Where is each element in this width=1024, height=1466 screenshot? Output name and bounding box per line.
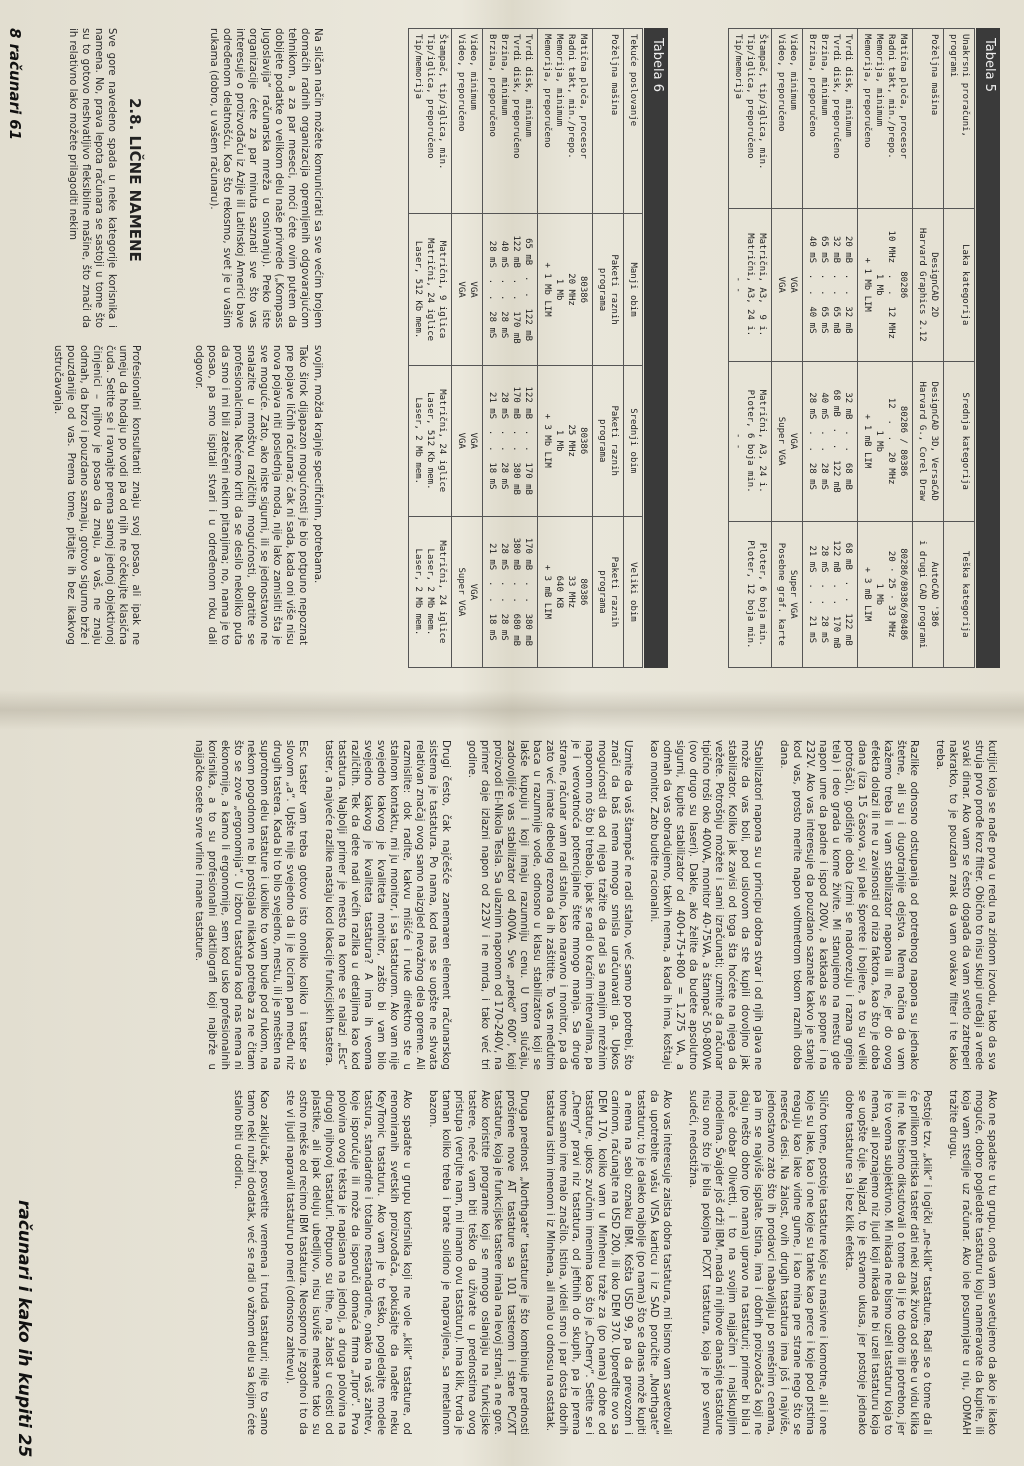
tabela6-title: Tabela 6 [644, 28, 668, 668]
value-cell: Matrični, 24 iglice Laser, 2 Mb mem. Laser, 2 Mb mem. [409, 516, 452, 667]
mid-paragraph-2: Tako širok dijapazon mogućnosti je bio potpuno nepoznat pre pojave ličnih računara; čak ni sada, kada oni više nisu nova pojava niti poslednja moda, nije lako zamisliti šta je sve moguće. Zato, ako niste sigurni, ili se jednostavno ne snalazite u mnoštvu različitih mogućnosti, obratite se profesionalcima. Nećemo kriti da se desilo nekoliko puta da smo i mi bili zatečeni nekim pitanjima; no, nama je to posao, pa smo ispitali stvari i u određenom roku dali odgovor. [193, 345, 308, 645]
right-column-2: Ako ne spadate u tu grupu, onda vam savetujemo da ako je ikako moguće, dobro pogledate tastaturu koju nameravate da kupite, ili koja vam stedije uz računar. Ako iole posumnjate u nju, ODMAH tražite drugu. Postoje tzv. „klik“ i logički „ne-klik“ tastature. Radi se o tome da li će prilikom pritiska taster dati neki znak života od sebe u vidu klika ili ne. Ne bismo diksutovali o tome da li je to dobro ili potrebno, jer je to veoma subjektivno. Mi nikada ne bismo uzeli tastaturu koja to nema, ali poznajemo niz ljudi koji nikada ne bi uzeli tastaturu koja se uopšte čuje. Najzad, to je stvarno ukusa, jer postoje jednako dobre tastature sa i bez klik efekta. Slično tome, postoje tastature koje su masivne i komotne, ali i one koje su lake, kao i one koje su tanke kao perce i koje pod prstima reaguju kao lake vidne gume, i kao mina pre strane nego što se nesreća desi. Na žalost, ovih drugih tastatura ima još i najviše, jednostavno zato što ih prodavci nabavljaju po smešnim cenama, pa im se najviše isplate. Istina, ima i dobrih proizvođača koji ne daju nešto dobro (po nama) upravo na tastaturi; primer bi bila i inače dobar Olivetti, i to na svojim najjačim i najskupljim modelima. Švajder još drži IBM, mada ni njihove današnje tastature nisu ono što je bila pokojna PC/XT tastatura, koja je po svemu sudeći, nedostižna. Ako vas interesuje zaista dobra tastatura, mi bismo vam savetovali da upotrebite vašu VISA karticu i iz SAD poručite „Northgate“ tastaturu; to je daleko najbolje (po nama) što se danas može kupiti a nema na sebi oznaku IBM. Košta USD 99, pa da prevozom i carinom, računajte na USD 200, ili oko DEM 370. Upoređite ovo sa DEM 170, koliko vam u Minhenu traže za (po nama) dobre od tastature, upkos zvučnim imenima kao što je „Cherry“. Setite se i „Cherry“ pravi niz tastatura, od jeftinih do skupih, pa je prema tome samo ime malo značilo. Istina, videli smo i par dosta dobrih tastatura istim imenom i iz Minhena, ali malo u odnosu na ostatak. Druga prednost „Northgate“ tastature je što kombinuje prednosti proširene nove AT tastature sa 101 tasterom i stare PC/XT tastature, koja je funkcijske tastere imala na levoj strani, a ne gore. Ako koristite programe koji se mnogo oslanjaju na funkcijske tastere, neće vam biti teško da uživate u prednostima ovog pristupa (verujte nam, mi imamo ovu tastaturu). Ima klik, tvrda je taman koliko treba i brate solidno je napravljena, sa metalnom bazom. Ako spadate u grupu korisnika koji ne vole „klik“ tastature, od renomiranih svetskih proizvođača, pokušajte da nađete neku KeyTronic tastaturu. Ako vam je to teško, pogledajte modele tastura, standardne i totalno nestandardne, onako na vaš zahtev, koje isporučuje ili može da isporuči domaća firma „Tipro“. Prva polovina ovog teksta je napisana na jednoj, a druga polovina na drugoj njihovoj tastaturi. Potpuno su tihe, na žalost u celosti od plastike, ali ipak deluju ubedljivo, nisu isuviše mekane tako su ostno mekše od recimo IBM tastatura. Neosporno je zgodno i to da ste vi ljudi napravili tastaturu po meri (odnosno zahtevu). Kao zaključak, posvetite vremena i truda tastaturi; nije to samo tamo neki nužni dodatak, već se radi o važnom delu sa kojim ćete stalno biti u dodiru. [232, 1090, 997, 1435]
table-row [452, 29, 483, 668]
row-label-cell: Tvrdi disk, minimum Tvrdi disk, preporučeno Brzina, minimum Brzina, preporučeno [803, 29, 858, 209]
value-cell: VGA VGA [452, 365, 483, 516]
section-title: 2.8. LIČNE NAMENE [126, 98, 144, 262]
value-cell: AutoCAD '386 i drugi CAD programi [913, 521, 944, 667]
value-cell: Teška kategorija [944, 521, 975, 667]
value-cell: VGA VGA [772, 208, 803, 361]
value-cell: 170 mB . . 380 mB 380 mB . . 680 mB 28 mS . . 28 mS 21 mS . . 18 mS [483, 516, 538, 667]
left-text-column-2 [24, 345, 324, 645]
value-cell: DesignCAD 2D Harvard Graphics 2.12 [913, 208, 944, 361]
value-cell: Paketi raznih programa [593, 516, 624, 667]
row-label-cell: Štampač, tip/iglica, min. Tip/iglica, preporučeno Tip/memorija [729, 29, 772, 209]
value-cell: VGA VGA [452, 214, 483, 365]
table-header-row [624, 29, 643, 668]
value-cell: 80286 10 MHz . . 12 MHz 1 Mb + 1 Mb LIM [858, 208, 913, 361]
row-label-cell: Matična ploča, procesor Radni takt, min./prepo. Memorija, minimum Memorija, preporučeno [858, 29, 913, 209]
row-label-cell: Poželjna mašina [913, 29, 944, 209]
value-cell: DesignCAD 3D, VersaCAD Harvard G., Corel Draw [913, 361, 944, 521]
row-label-cell: Unakrsni proračuni, programi [944, 29, 975, 209]
value-cell: 68 mB . . 122 mB 122 mB . . 170 mB 28 mS . . 28 mS 21 mS . . 21 mS [803, 521, 858, 667]
left-page-footer: 8 računari 61 [6, 28, 24, 141]
value-cell: Manji obim [624, 214, 643, 365]
value-cell: Paketi raznih programa [593, 365, 624, 516]
value-cell: Srednja kategorija [944, 361, 975, 521]
row-label-cell: Tekuće poslovanje [624, 29, 643, 214]
intro-paragraph: Na sličan način možete komunicirati sa sve većim brojem domaćih radnih organizacija opremljenih odgovarajućom tehnikom, a za par meseci, moći ćete ovim putem da dobijete podatke o velikom delu naše privrede („Kompass Jugoslavija“ računarska mreža u osnivanju). Preko iste organizacije ćete za par minuta saznati sve što vas interesuje o proizvođaču iz Azije ili Latinskoj Americi bave određenom delatnošću. Kao što rekosmo, svet je u vašim rukama (dobro, u vašem računaru). [208, 28, 323, 328]
value-cell: Matrični, A3, 9 i. Matrični, A3, 24 i. - - [729, 208, 772, 361]
value-cell: Matrični, 24 iglice Laser, 512 Kb mem. Laser, 2 Mb mem. [409, 365, 452, 516]
value-cell: 80286/80386/80486 20 · 25 · 33 MHz 1 Mb + 3 mB LIM [858, 521, 913, 667]
table-row [538, 29, 593, 668]
value-cell: Paketi raznih programa [593, 214, 624, 365]
tabela5-table [728, 28, 975, 668]
tabela5-title: Tabela 5 [976, 28, 1000, 668]
table-row [772, 29, 803, 668]
value-cell: Laka kategorija [944, 208, 975, 361]
table-row [729, 29, 772, 668]
table-row [913, 29, 944, 668]
value-cell: Srednji obim [624, 365, 643, 516]
row-label-cell: Poželjna mašina [593, 29, 624, 214]
value-cell: 80386 25 MHz 1 Mb + 3 Mb LIM [538, 365, 593, 516]
value-cell: 20 mB . . 32 mB 32 mB . . 65 mB 65 mS . . 65 mS 40 mS . . 40 mS [803, 208, 858, 361]
row-label-cell: Video, minimum Video, preporučeno [772, 29, 803, 209]
right-column-1: kutijici koja se nađe prva u redu na zidnom izvodu, tako da sva struja prvo prođe kroz filter. Obično to nisu skupi uređaji a vrede svaki dinar. Ako vam se često događa da vam svetlo zatreperi nakratko, to je pouzdan znak da vam ovakav filter i te kako treba. Razlike odnosno odstupanja od potrebnog napona su jednako štetne, ali su i dugotrajnije dejstva. Nema načina da vam kažemo treba li vam stabilizator napona ili ne, jer do ovog efekta dolazi ili ne u zavisnosti od niza faktora, kao što je doba dana (iza 15 časova, svi pale šporete i bojlere, a to su veliki potrošači), godišnje doba (zimi se nadovezuju i razna grejna tela) i deo grada u kome živite. Mi stanujemo na mestu gde napon ume da padne i ispod 200V, a katkada se popne i na 232V. Ako vas interesuje da pouzdano saznate kakvo je stanje kod vas, prosto merite napon voltmetrom tokom raznih doba dana. Stabilizatori napona su u principu dobra stvar i od njih glava ne može da vas boli, pod uslovom da ste kupili dovoljno jak stabilizator. Koliko jak zavisi od toga šta hoćete na njega da vežete. Potrošnju možete i sami izračunati; uzmite da računar tipično troši oko 400VA, monitor 40-75VA, a štampač 50-800VA (ovo drugo su laseri). Dakle, ako želite da budete apsolutno sigurni, kupite stabilizator od 400+75+800 = 1.275 VA, a odmah da vas obradujemo, takvih nema, a kada ih ima, koštaju kao monitor. Zato budite racionalni. Uzmite da vaš štampač ne radi stalno, već samo po potrebi, što znači da baš nema mnogo smisla uračunavati ga. Upkos mogućnosti da od njega tražite da radi sa manjim mrežnim naponom no što bi trebalo, ipak se radi o kraćim intervalima, pa je i verovatnoća potencijalne štete mnogo manja. Sa druge strane, računar vam radi stalno, kao naravno i monitor, pa da zato već imate debelog rezona da ih zaštitite. To vas međutim baca u razumnije vode, odnosno u klasu stabilizatora koji se lakše kupuju i koji imaju razumniju cenu. U tom slučaju, zadovoljiće vas stabilizator od 400VA. Sve „preko“ 600“, koji proizvodi Ei-Nikola Tesla. Sa ulaznim naponom od 170-240V, na primer daje izlazni napon od 223V i ne mrda, i tako već tri godine. Drugi često, čak najčešće zanemaren element računarskog sistema je tastatura. Po nama, kod nas se uopšte ne shvata relativan značaj ovog samo naizgled nevažnog dela opreme. Ali razmislite: dok radite, kakvu mišiće i ruke direktno ste u stalnom kontaktu, mi ju monitor, i sa tastaturom. Ako vam nije svejedno kakvog je kvaliteta monitor, zašto bi vam bilo svejedno kakvog je kvaliteta tastatura? A ima ih veoma različitih. Tek da dete nadi većih razlika u detaljima kao kod tastatura. Najbolji primer je mesto na kome se nalazi „Esc“ taster, a najveće razlike nastaju kod lokacije funkcijskih tastera. Esc taster vam treba gotovo isto onoliko koliko i taster sa slovom „a“. Upšte nije svejedno da li je lociran pan među niz drugih tastera. Kada bi to bilo svejedno, mestu, ili je smešten na suprotnom delu tastature i ukoliko to vam bude pod rukom, na nekom pogodnom ne bi postojala nikakva potreba za ne čitam što se zove „ergonomija“. U izboru tastatura kod nas nema ni ekonomije, a kamo li ergonomije, sem kod usko profesionalnih korisnika, a to su profesionalni daktilografi koji najbrže u najjačke osete svre vrline i mane tastature. [193, 740, 997, 1070]
section-paragraph: Sve gore navedeno spada u neke kategorije korisnika i namena. No, prava lepota računara se sastoji u tome što su to gotovo neshvatljivo fleksibilne mašine, što znači da ih relativno lako možete prilagoditi nekim [67, 28, 117, 328]
value-cell: VGA Super VGA [452, 516, 483, 667]
value-cell: Veliki obim [624, 516, 643, 667]
value-cell: 80386 33 MHz 640 KB + 3 mB LIM [538, 516, 593, 667]
table-row [593, 29, 624, 668]
table-header-row [944, 29, 975, 668]
value-cell: Super VGA Posebne graf. karte [772, 521, 803, 667]
value-cell: 80386 20 MHz 1 Mb + 1 Mb LIM [538, 214, 593, 365]
table-row [803, 29, 858, 668]
row-label-cell: Tvrdi disk, minimum Tvrdi disk, preporučeno Brzina, minimum Brzina, preporučeno [483, 29, 538, 214]
value-cell: Matrični, A3, 24 i. Ploter, 6 boja min. - - [729, 361, 772, 521]
page-fold [0, 690, 1024, 730]
left-text-column-1 [24, 28, 324, 328]
row-label-cell: Video, minimum Video, preporučeno [452, 29, 483, 214]
table-row [409, 29, 452, 668]
row-label-cell: Štampač, tip/iglica, min. Tip/iglica, preporučeno Tip/memorija [409, 29, 452, 214]
value-cell: VGA Super VGA [772, 361, 803, 521]
value-cell: 122 mB . . 170 mB 170 mB . . 380 mB 28 mS . . 28 mS 21 mS . . 18 mS [483, 365, 538, 516]
table-row [483, 29, 538, 668]
mid-paragraph-3: Profesionalni konsultanti znaju svoj posao, ali ipak ne umeju da hodaju po vodi pa od njih ne očekujte klasična čuda. Setite se i ravnajte prema samoj jednoj objektivnoj činjenici – njihov je posao da znaju, a vaš, ne znaju odmah, da brzo i pouzdano saznaju, gotovo sigurno brže i pouzdanije od vas. Prema tome, pitajte ih bez ikakvog ustručavanja. [52, 345, 141, 645]
mid-paragraph-1: svojim, možda krajnje specifičnim, potrebama. [312, 345, 323, 584]
table-row [858, 29, 913, 668]
value-cell: 65 mB . . 122 mB 122 mB . . 170 mB 40 mS . . 28 mS 28 mS . . 28 mS [483, 214, 538, 365]
value-cell: Ploter, 6 boja min. Ploter, 12 boja min. [729, 521, 772, 667]
value-cell: 32 mB . . 68 mB 68 mB . . 122 mB 40 mS . . 28 mS 28 mS . . 28 mS [803, 361, 858, 521]
value-cell: 80286 / 80386 12 . . 20 MHz 1 Mb + 1 mB LIM [858, 361, 913, 521]
tabela6-table [408, 28, 643, 668]
right-page-footer: računari i kako ih kupiti 25 [14, 1200, 34, 1458]
value-cell: Matrični, 9 iglica Matrični, 24 iglice Laser, 512 Kb mem. [409, 214, 452, 365]
row-label-cell: Matična ploča, procesor Radni takt, min./prepo. Memorija, minimum Memorija, preporučeno [538, 29, 593, 214]
